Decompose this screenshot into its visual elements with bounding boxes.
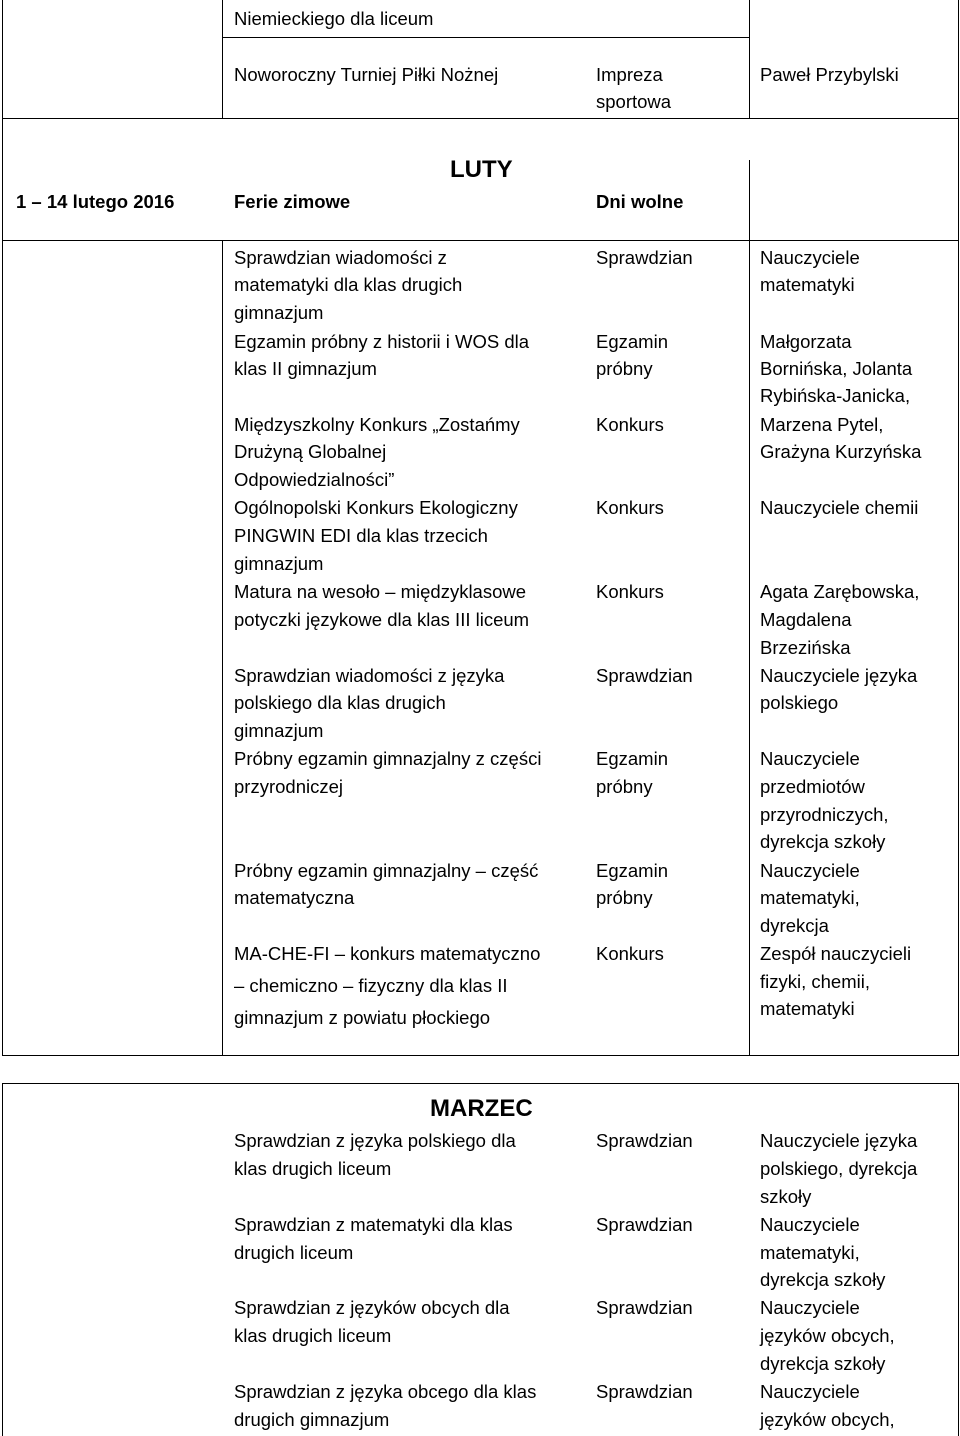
type-text: Konkurs	[596, 497, 664, 518]
person-text: Paweł Przybylski	[760, 64, 899, 85]
person-text: dyrekcja szkoły	[760, 1269, 886, 1290]
event-text: Międzyszkolny Konkurs „Zostańmy	[234, 414, 520, 435]
type-text: próbny	[596, 358, 653, 379]
person-text: dyrekcja szkoły	[760, 831, 886, 852]
person-text: Brzezińska	[760, 637, 851, 658]
person-text: Małgorzata	[760, 331, 852, 352]
row-line	[222, 37, 750, 38]
person-text: matematyki,	[760, 1242, 860, 1263]
event-text: Sprawdzian wiadomości z	[234, 247, 447, 268]
person-text: polskiego, dyrekcja	[760, 1158, 918, 1179]
type-text: Egzamin	[596, 748, 668, 769]
type-text: Sprawdzian	[596, 247, 693, 268]
person-text: dyrekcja	[760, 915, 829, 936]
event-text: Egzamin próbny z historii i WOS dla	[234, 331, 530, 352]
row-line	[2, 1055, 959, 1056]
event-text: Sprawdzian z języka polskiego dla	[234, 1130, 516, 1151]
event-text: Noworoczny Turniej Piłki Nożnej	[234, 64, 499, 85]
type-text: Konkurs	[596, 414, 664, 435]
event-text: Sprawdzian z matematyki dla klas	[234, 1214, 513, 1235]
type-text: Konkurs	[596, 943, 664, 964]
event-text: Niemieckiego dla liceum	[234, 8, 434, 29]
person-text: Nauczyciele	[760, 1381, 860, 1402]
type-text: Egzamin	[596, 331, 668, 352]
col-sep-1	[222, 0, 223, 118]
type-text: próbny	[596, 887, 653, 908]
event-text: matematyki dla klas drugich	[234, 274, 463, 295]
person-text: matematyki,	[760, 887, 860, 908]
col-sep-1	[222, 240, 223, 1055]
ferie-date: 1 – 14 lutego 2016	[16, 191, 175, 212]
event-text: Ogólnopolski Konkurs Ekologiczny	[234, 497, 518, 518]
event-text: potyczki językowe dla klas III liceum	[234, 609, 530, 630]
person-text: Nauczyciele języka	[760, 665, 918, 686]
event-text: Próbny egzamin gimnazjalny – część	[234, 860, 539, 881]
event-text: gimnazjum	[234, 302, 324, 323]
person-text: Agata Zarębowska,	[760, 581, 920, 602]
event-text: gimnazjum z powiatu płockiego	[234, 1007, 491, 1028]
event-text: klas drugich liceum	[234, 1158, 392, 1179]
event-text: drugich liceum	[234, 1242, 354, 1263]
person-text: Nauczyciele	[760, 860, 860, 881]
person-text: Nauczyciele	[760, 247, 860, 268]
event-text: gimnazjum	[234, 553, 324, 574]
row-line	[2, 118, 959, 119]
event-text: Odpowiedzialności”	[234, 469, 395, 490]
event-text: PINGWIN EDI dla klas trzecich	[234, 525, 488, 546]
event-text: – chemiczno – fizyczny dla klas II	[234, 975, 508, 996]
type-text: Sprawdzian	[596, 665, 693, 686]
person-text: Magdalena	[760, 609, 852, 630]
person-text: matematyki	[760, 274, 855, 295]
person-text: Zespół nauczycieli	[760, 943, 912, 964]
person-text: fizyki, chemii,	[760, 971, 870, 992]
event-text: klas II gimnazjum	[234, 358, 377, 379]
event-text: klas drugich liceum	[234, 1325, 392, 1346]
col-sep-3	[749, 160, 750, 1055]
event-text: matematyczna	[234, 887, 355, 908]
event-text: Próbny egzamin gimnazjalny z części	[234, 748, 542, 769]
ferie-type: Dni wolne	[596, 191, 684, 212]
event-text: MA-CHE-FI – konkurs matematyczno	[234, 943, 541, 964]
event-text: gimnazjum	[234, 720, 324, 741]
row-line	[2, 240, 959, 241]
type-text: Sprawdzian	[596, 1297, 693, 1318]
ferie-event: Ferie zimowe	[234, 191, 351, 212]
person-text: Nauczyciele	[760, 1214, 860, 1235]
month-title-luty: LUTY	[450, 156, 513, 183]
table-border-right-1	[958, 0, 959, 1055]
person-text: polskiego	[760, 692, 839, 713]
person-text: języków obcych,	[760, 1325, 895, 1346]
event-text: drugich gimnazjum	[234, 1409, 390, 1430]
type-text: Sprawdzian	[596, 1381, 693, 1402]
person-text: Grażyna Kurzyńska	[760, 441, 922, 462]
month-title-marzec: MARZEC	[430, 1095, 533, 1122]
person-text: Nauczyciele chemii	[760, 497, 919, 518]
person-text: przyrodniczych,	[760, 804, 889, 825]
person-text: dyrekcja szkoły	[760, 1353, 886, 1374]
person-text: przedmiotów	[760, 776, 865, 797]
type-text: Sprawdzian	[596, 1130, 693, 1151]
type-text: Impreza	[596, 64, 663, 85]
table-border-left-2	[2, 1083, 3, 1436]
person-text: Marzena Pytel,	[760, 414, 884, 435]
event-text: Sprawdzian wiadomości z języka	[234, 665, 505, 686]
person-text: Nauczyciele języka	[760, 1130, 918, 1151]
event-text: polskiego dla klas drugich	[234, 692, 446, 713]
col-sep-3	[749, 0, 750, 118]
event-text: Sprawdzian z języka obcego dla klas	[234, 1381, 537, 1402]
table-border-left-1	[2, 0, 3, 1055]
person-text: Nauczyciele	[760, 748, 860, 769]
type-text: sportowa	[596, 91, 672, 112]
person-text: szkoły	[760, 1186, 812, 1207]
type-text: próbny	[596, 776, 653, 797]
table-border-right-2	[958, 1083, 959, 1436]
event-text: Sprawdzian z języków obcych dla	[234, 1297, 510, 1318]
type-text: Egzamin	[596, 860, 668, 881]
person-text: Nauczyciele	[760, 1297, 860, 1318]
type-text: Konkurs	[596, 581, 664, 602]
row-line	[2, 1083, 959, 1084]
event-text: przyrodniczej	[234, 776, 343, 797]
person-text: języków obcych,	[760, 1409, 895, 1430]
person-text: Bornińska, Jolanta	[760, 358, 913, 379]
event-text: Matura na wesoło – międzyklasowe	[234, 581, 527, 602]
person-text: matematyki	[760, 998, 855, 1019]
event-text: Drużyną Globalnej	[234, 441, 387, 462]
type-text: Sprawdzian	[596, 1214, 693, 1235]
person-text: Rybińska-Janicka,	[760, 385, 911, 406]
